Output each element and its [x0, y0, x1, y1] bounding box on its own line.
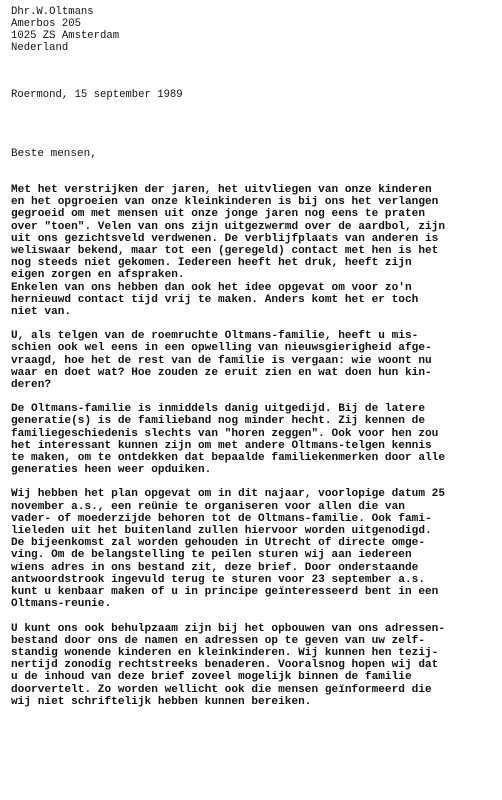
- body-paragraph: [11, 184, 494, 318]
- body-line: wij niet schriftelijk hebben kunnen bereiken.: [11, 695, 312, 708]
- body-line: waar en doet wat? Hoe zouden ze eruit zien en wat doen hun kin-: [11, 366, 432, 379]
- body-line: schien ook wel eens in een opwelling van nieuwsgierigheid afge-: [11, 342, 432, 355]
- body-line: De Oltmans-familie is inmiddels danig uitgedijd. Bij de latere: [11, 403, 425, 416]
- body-line: standig wonende kinderen en kleinkinderen. Wij kunnen hen tezij-: [11, 646, 439, 659]
- body-line: wiens adres in ons bestand zit, deze brief. Door onderstaande: [11, 561, 419, 574]
- body-line: U, als telgen van de roemruchte Oltmans-familie, heeft u mis-: [11, 330, 419, 343]
- body-line: gegroeid om met mensen uit onze jonge jaren nog eens te praten: [11, 208, 425, 221]
- body-line: en het opgroeien van onze kleinkinderen is bij ons het verlangen: [11, 196, 439, 209]
- body-line: november a.s., een reünie te organiseren voor allen die van: [11, 500, 405, 513]
- body-line: generatie(s) is de familieband nog minder hecht. Zij kennen de: [11, 415, 425, 428]
- letter-date: Roermond, 15 september 1989: [11, 89, 183, 101]
- body-line: deren?: [11, 379, 52, 392]
- body-paragraph: [11, 403, 494, 476]
- body-line: De bijeenkomst zal worden gehouden in Utrecht of directe omge-: [11, 537, 425, 550]
- body-line: te maken, om te ontdekken dat bepaalde familiekenmerken door alle: [11, 452, 446, 465]
- sender-address: [11, 6, 494, 54]
- sender-country: Nederland: [11, 42, 69, 54]
- body-line: generaties heen weer opduiken.: [11, 464, 212, 477]
- body-line: Enkelen van ons hebben dan ook het idee opgevat om voor zo'n: [11, 281, 412, 294]
- body-line: antwoordstrook ingevuld terug te sturen voor 23 september a.s.: [11, 573, 425, 586]
- body-paragraph: [11, 623, 494, 708]
- body-line: lieleden uit het buitenland zullen hiervoor worden uitgenodigd.: [11, 525, 432, 538]
- body-line: nog steeds niet gekomen. Iedereen heeft het druk, heeft zijn: [11, 257, 412, 270]
- body-line: over "toen". Velen van ons zijn uitgezwermd over de aardbol, zijn: [11, 220, 446, 233]
- body-line: hernieuwd contact tijd vrij te maken. Anders komt het er toch: [11, 293, 419, 306]
- letter-body: [11, 184, 494, 708]
- body-line: u de inhoud van deze brief zoveel mogelijk binnen de familie: [11, 671, 412, 684]
- body-line: vraagd, hoe het de rest van de familie is vergaan: wie woont nu: [11, 354, 432, 367]
- sender-city: 1025 ZS Amsterdam: [11, 30, 120, 42]
- body-line: Wij hebben het plan opgevat om in dit najaar, voorlopige datum 25: [11, 488, 446, 501]
- body-line: ving. Om de belangstelling te peilen sturen wij aan iedereen: [11, 549, 412, 562]
- body-line: familiegeschiedenis slechts van "horen zeggen". Ook voor hen zou: [11, 427, 439, 440]
- body-line: kunt u kenbaar maken of u in principe geïnteresseerd bent in een: [11, 586, 439, 599]
- body-line: doorvertelt. Zo worden wellicht ook die mensen geïnformeerd die: [11, 683, 432, 696]
- body-line: weliswaar bekend, maar tot een (geregeld) contact met hen is het: [11, 245, 439, 258]
- body-line: nertijd zonodig rechtstreeks benaderen. Vooralsnog hopen wij dat: [11, 659, 439, 672]
- body-line: bestand door ons de namen en adressen op te geven van uw zelf-: [11, 634, 425, 647]
- sender-street: Amerbos 205: [11, 18, 81, 30]
- body-line: Met het verstrijken der jaren, het uitvliegen van onze kinderen: [11, 184, 432, 196]
- body-line: eigen zorgen en afspraken.: [11, 269, 185, 282]
- body-line: niet van.: [11, 306, 72, 319]
- body-line: Oltmans-reunie.: [11, 598, 112, 611]
- body-line: vader- of moederzijde behoren tot de Oltmans-familie. Ook fami-: [11, 512, 432, 525]
- body-paragraph: [11, 488, 494, 610]
- body-line: het interessant kunnen zijn om met andere Oltmans-telgen kennis: [11, 439, 432, 452]
- salutation: Beste mensen,: [11, 148, 97, 160]
- body-paragraph: [11, 330, 494, 391]
- body-line: uit ons gezichtsveld verdwenen. De verblijfplaats van anderen is: [11, 232, 439, 245]
- sender-name: Dhr.W.Oltmans: [11, 6, 94, 18]
- body-line: U kunt ons ook behulpzaam zijn bij het opbouwen van ons adressen-: [11, 622, 446, 635]
